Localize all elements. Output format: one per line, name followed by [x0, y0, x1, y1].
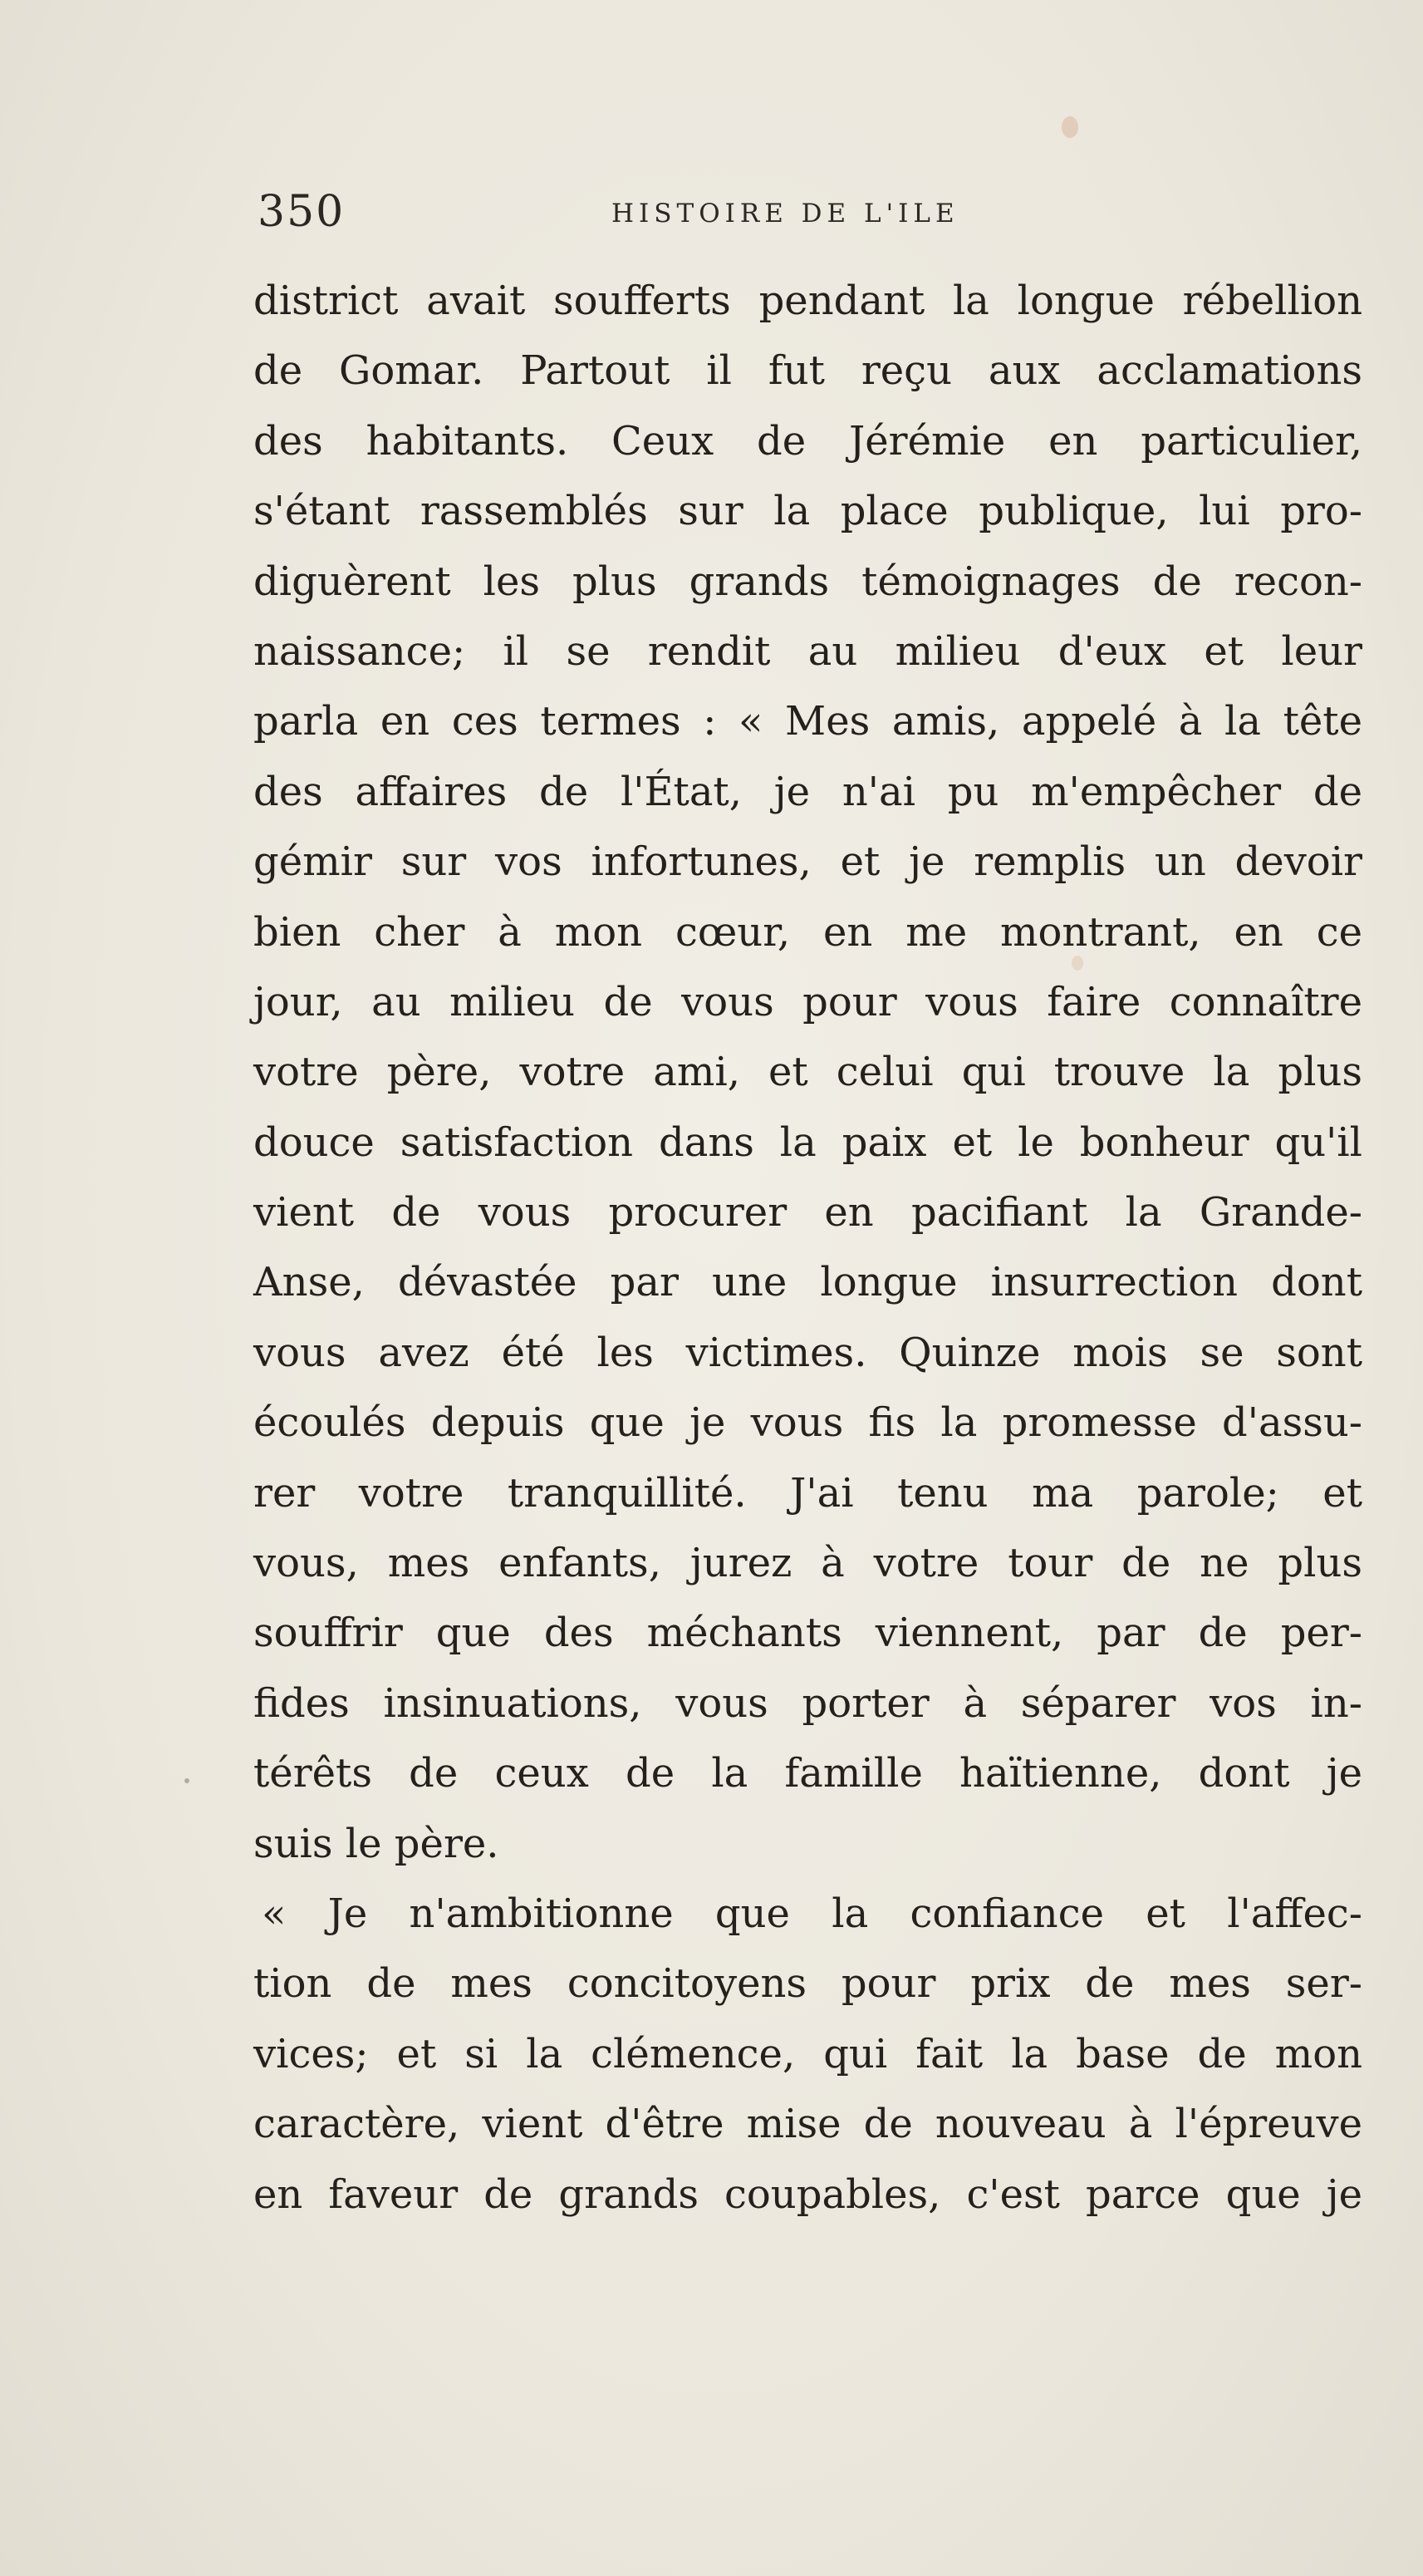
text-line: tion de mes concitoyens pour prix de mes ser-: [253, 1960, 1362, 2008]
text-line: votre père, votre ami, et celui qui trouve la plus: [253, 1049, 1362, 1096]
text-line: gémir sur vos infortunes, et je remplis un devoir: [253, 838, 1362, 886]
text-line: fides insinuations, vous porter à séparer vos in-: [253, 1679, 1362, 1727]
text-line: des habitants. Ceux de Jérémie en particulier,: [253, 417, 1362, 465]
text-line: parla en ces termes : « Mes amis, appelé à la tête: [253, 698, 1362, 745]
body-text: [253, 266, 1362, 2229]
page-header: [258, 187, 1371, 253]
text-line: rer votre tranquillité. J'ai tenu ma parole; et: [253, 1469, 1362, 1517]
text-line: vous, mes enfants, jurez à votre tour de ne plus: [253, 1540, 1362, 1587]
page-number: 350: [258, 187, 346, 237]
text-line: souffrir que des méchants viennent, par de per-: [253, 1610, 1362, 1657]
text-line: jour, au milieu de vous pour vous faire connaître: [253, 978, 1362, 1025]
text-line: diguèrent les plus grands témoignages de recon-: [253, 558, 1362, 605]
text-line: bien cher à mon cœur, en me montrant, en ce: [253, 908, 1362, 956]
paper-stain: [1062, 116, 1078, 138]
text-line: écoulés depuis que je vous fis la promesse d'assu-: [253, 1399, 1362, 1447]
paper-stain: [184, 1778, 189, 1783]
text-line: vous avez été les victimes. Quinze mois se sont: [253, 1329, 1362, 1376]
text-line: Anse, dévastée par une longue insurrection dont: [253, 1259, 1362, 1306]
paragraph-start-line: « Je n'ambitionne que la confiance et l'affec-: [262, 1890, 1362, 1937]
text-line: en faveur de grands coupables, c'est parce que je: [253, 2170, 1362, 2218]
text-line: de Gomar. Partout il fut reçu aux acclamations: [253, 347, 1362, 395]
running-head: HISTOIRE DE L'ILE: [611, 199, 959, 229]
text-line: des affaires de l'État, je n'ai pu m'empêcher de: [253, 768, 1362, 815]
text-line: caractère, vient d'être mise de nouveau à l'épreuve: [253, 2101, 1362, 2148]
text-line: térêts de ceux de la famille haïtienne, dont je: [253, 1750, 1362, 1797]
text-line: vient de vous procurer en pacifiant la Grande-: [253, 1189, 1362, 1236]
text-line: naissance; il se rendit au milieu d'eux et leur: [253, 627, 1362, 675]
text-line: douce satisfaction dans la paix et le bonheur qu'il: [253, 1118, 1362, 1166]
text-line: s'étant rassemblés sur la place publique, lui pro-: [253, 488, 1362, 535]
text-line: district avait soufferts pendant la longue rébellion: [253, 278, 1362, 324]
paragraph-end-line: suis le père.: [253, 1820, 499, 1867]
text-line: vices; et si la clémence, qui fait la base de mon: [253, 2030, 1362, 2077]
